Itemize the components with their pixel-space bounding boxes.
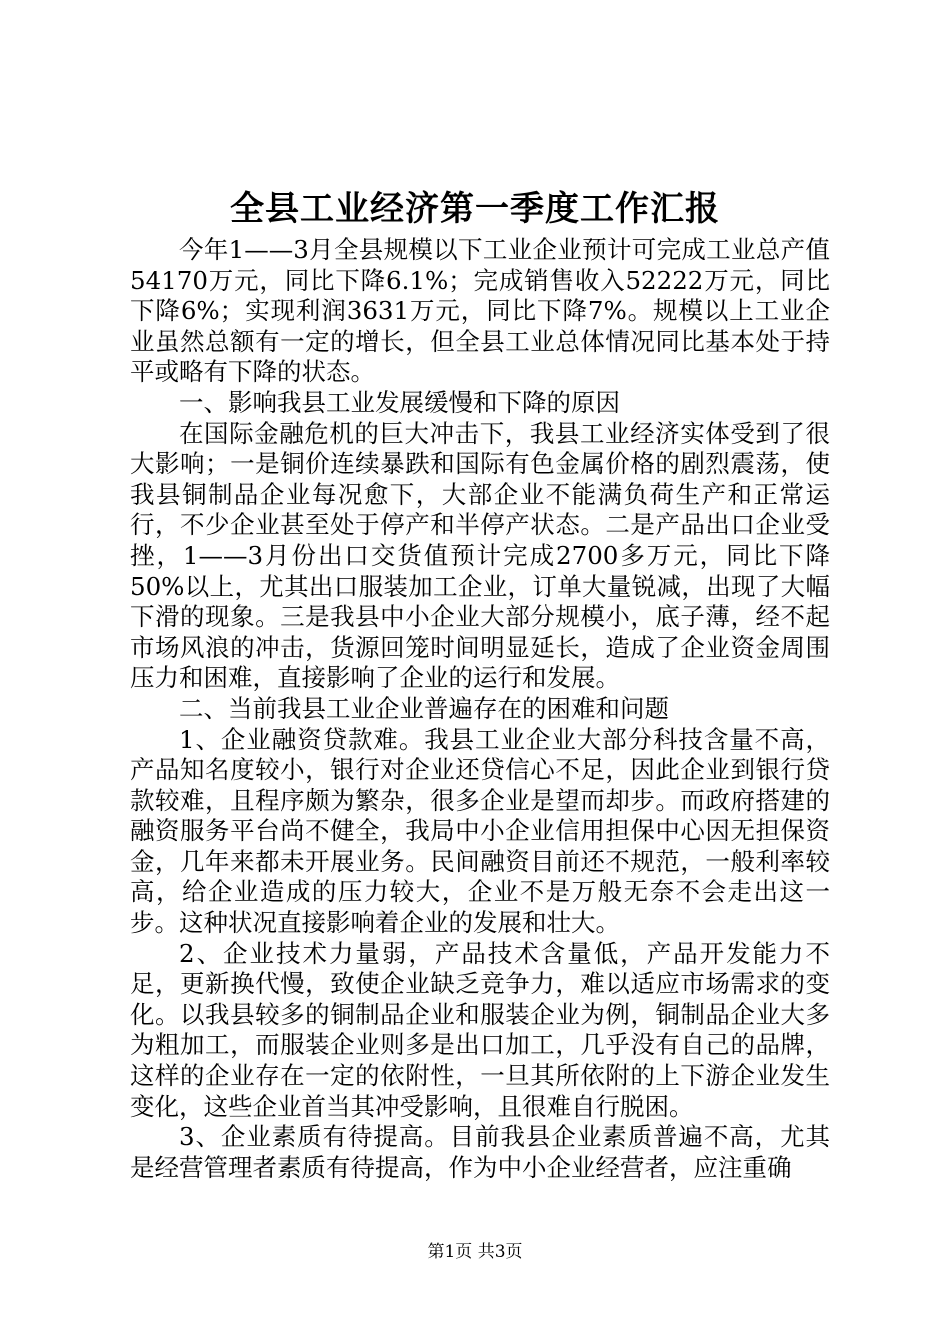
document-body <box>130 235 830 1183</box>
section-heading-2: 二、当前我县工业企业普遍存在的困难和问题 <box>179 693 669 723</box>
paragraph-problem-2: 2、企业技术力量弱，产品技术含量低，产品开发能力不足，更新换代慢，致使企业缺乏竞争力，难以适应市场需求的变化。以我县较多的铜制品企业和服装企业为例，铜制品企业大多为粗加工，而服装企业则多是出口加工，几乎没有自己的品牌，这样的企业存在一定的依附性，一旦其所依附的上下游企业发生变化，这些企业首当其冲受影响，且很难自行脱困。 <box>130 938 830 1121</box>
paragraph-problem-1: 1、企业融资贷款难。我县工业企业大部分科技含量不高，产品知名度较小，银行对企业还贷信心不足，因此企业到银行贷款较难，且程序颇为繁杂，很多企业是望而却步。而政府搭建的融资服务平台尚不健全，我局中小企业信用担保中心因无担保资金，几年来都未开展业务。民间融资目前还不规范，一般利率较高，给企业造成的压力较大，企业不是万般无奈不会走出这一步。这种状况直接影响着企业的发展和壮大。 <box>130 724 830 938</box>
paragraph-summary: 今年1——3月全县规模以下工业企业预计可完成工业总产值54170万元，同比下降6.1%；完成销售收入52222万元，同比下降6%；实现利润3631万元，同比下降7%。规模以上工业企业虽然总额有一定的增长，但全县工业总体情况同比基本处于持平或略有下降的状态。 <box>130 235 830 387</box>
paragraph-causes: 在国际金融危机的巨大冲击下，我县工业经济实体受到了很大影响；一是铜价连续暴跌和国际有色金属价格的剧烈震荡，使我县铜制品企业每况愈下，大部企业不能满负荷生产和正常运行，不少企业甚至处于停产和半停产状态。二是产品出口企业受挫，1——3月份出口交货值预计完成2700多万元，同比下降50%以上，尤其出口服装加工企业，订单大量锐减，出现了大幅下滑的现象。三是我县中小企业大部分规模小，底子薄，经不起市场风浪的冲击，货源回笼时间明显延长，造成了企业资金周围压力和困难，直接影响了企业的运行和发展。 <box>130 418 830 693</box>
document-title: 全县工业经济第一季度工作汇报 <box>230 189 720 229</box>
section-heading-1: 一、影响我县工业发展缓慢和下降的原因 <box>179 387 620 417</box>
paragraph-problem-3: 3、企业素质有待提高。目前我县企业素质普遍不高，尤其是经营管理者素质有待提高，作为中小企业经营者，应注重确 <box>130 1122 830 1182</box>
page-footer: 第1页 共3页 <box>427 1242 523 1262</box>
